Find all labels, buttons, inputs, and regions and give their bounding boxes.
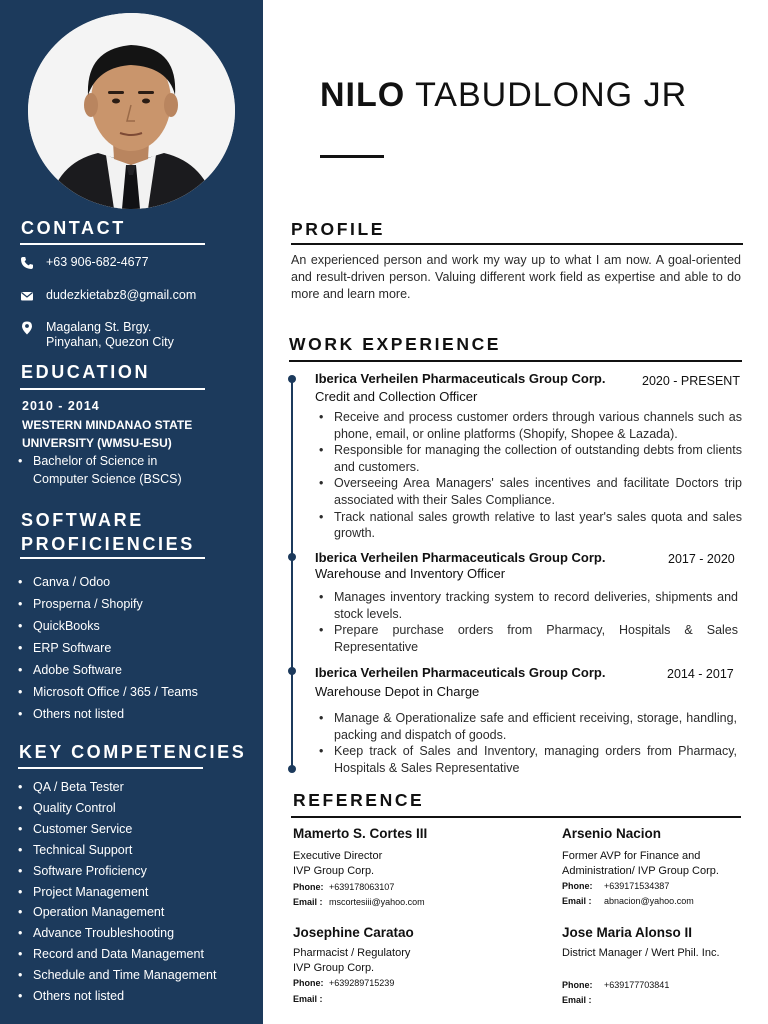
software-heading bbox=[21, 508, 195, 556]
software-divider bbox=[20, 557, 205, 559]
email-label: Email : bbox=[562, 896, 592, 906]
reference-email bbox=[293, 994, 329, 1004]
timeline-dot bbox=[288, 765, 296, 773]
job-title: Warehouse Depot in Charge bbox=[315, 684, 480, 699]
software-heading-line-2: PROFICIENCIES bbox=[21, 534, 195, 554]
list-item: • Manage & Operationalize safe and efficient receiving, storage, handling, packing and dispatch of goods. bbox=[315, 710, 737, 743]
timeline-dot bbox=[288, 667, 296, 675]
reference-email bbox=[562, 995, 604, 1005]
competencies-heading: KEY COMPETENCIES bbox=[19, 742, 247, 762]
list-item: • Manages inventory tracking system to record deliveries, shipments and stock levels. bbox=[315, 589, 738, 622]
reference-phone bbox=[562, 881, 669, 891]
email-value: mscortesiii@yahoo.com bbox=[329, 897, 425, 907]
list-item: • Quality Control bbox=[18, 798, 216, 819]
education-school: WESTERN MINDANAO STATE UNIVERSITY (WMSU-ESU) bbox=[22, 418, 193, 450]
job-title: Credit and Collection Officer bbox=[315, 389, 478, 404]
profile-divider bbox=[291, 243, 743, 245]
phone-label: Phone: bbox=[562, 881, 593, 891]
education-heading: EDUCATION bbox=[21, 362, 151, 382]
list-item: • Receive and process customer orders through various channels such as phone, email, or online platforms (Shopify, Shopee & Lazada). bbox=[315, 409, 742, 442]
list-item: • Canva / Odoo bbox=[18, 571, 198, 593]
job-dates: 2020 - PRESENT bbox=[642, 374, 740, 388]
list-item: • Adobe Software bbox=[18, 659, 198, 681]
list-item: • Customer Service bbox=[18, 819, 216, 840]
phone-label: Phone: bbox=[293, 978, 324, 988]
job-dates: 2017 - 2020 bbox=[668, 552, 735, 566]
page-title bbox=[320, 76, 687, 115]
reference-heading: REFERENCE bbox=[293, 790, 425, 810]
reference-org: IVP Group Corp. bbox=[293, 962, 375, 974]
phone-value: +639289715239 bbox=[329, 978, 395, 988]
last-name: TABUDLONG JR bbox=[415, 76, 688, 114]
reference-role: Executive Director bbox=[293, 850, 383, 862]
degree-line-1: Bachelor of Science in bbox=[33, 454, 158, 468]
reference-email bbox=[562, 896, 694, 906]
list-item: • QA / Beta Tester bbox=[18, 777, 216, 798]
reference-phone bbox=[562, 980, 669, 990]
reference-role: Pharmacist / Regulatory bbox=[293, 947, 411, 959]
list-item: • Keep track of Sales and Inventory, managing orders from Pharmacy, Hospitals & Sales Representative bbox=[315, 743, 737, 776]
phone-value: +639177703841 bbox=[604, 980, 670, 990]
reference-name: Josephine Caratao bbox=[293, 925, 414, 940]
email-label: Email : bbox=[293, 897, 323, 907]
email-value: abnacion@yahoo.com bbox=[604, 896, 694, 906]
contact-address bbox=[20, 320, 174, 350]
reference-org: Administration/ IVP Group Corp. bbox=[562, 865, 719, 877]
reference-name: Jose Maria Alonso II bbox=[562, 925, 693, 940]
phone-value: +639171534387 bbox=[604, 881, 670, 891]
list-item: • QuickBooks bbox=[18, 615, 198, 637]
contact-phone bbox=[20, 255, 149, 270]
job-company: Iberica Verheilen Pharmaceuticals Group Corp. bbox=[315, 665, 606, 680]
competencies-list bbox=[18, 777, 216, 1007]
software-list bbox=[18, 571, 198, 725]
list-item: • Operation Management bbox=[18, 902, 216, 923]
list-item: • Technical Support bbox=[18, 840, 216, 861]
list-item: • ERP Software bbox=[18, 637, 198, 659]
address-text bbox=[46, 320, 174, 350]
profile-photo bbox=[28, 13, 235, 209]
experience-heading: WORK EXPERIENCE bbox=[289, 334, 502, 354]
list-item: • Track national sales growth relative to last year's sales quota and sales growth. bbox=[315, 509, 742, 542]
email-label: Email : bbox=[562, 995, 592, 1005]
first-name: NILO bbox=[320, 76, 406, 114]
list-item: • Record and Data Management bbox=[18, 944, 216, 965]
email-label: Email : bbox=[293, 994, 323, 1004]
sidebar bbox=[0, 0, 263, 1024]
profile-heading: PROFILE bbox=[291, 219, 386, 239]
job-title: Warehouse and Inventory Officer bbox=[315, 566, 506, 581]
list-item: • Responsible for managing the collection of outstanding debts from clients and customers. bbox=[315, 442, 742, 475]
software-heading-line-1: SOFTWARE bbox=[21, 510, 144, 530]
reference-role: District Manager / Wert Phil. Inc. bbox=[562, 947, 720, 959]
job-company: Iberica Verheilen Pharmaceuticals Group Corp. bbox=[315, 550, 606, 565]
list-item: • Others not listed bbox=[18, 703, 198, 725]
reference-email bbox=[293, 897, 425, 907]
mail-icon bbox=[20, 289, 34, 303]
contact-heading: CONTACT bbox=[21, 218, 126, 238]
phone-icon bbox=[20, 256, 34, 270]
list-item: • Others not listed bbox=[18, 986, 216, 1007]
competencies-divider bbox=[18, 767, 203, 769]
phone-number[interactable]: +63 906-682-4677 bbox=[46, 255, 149, 269]
email-address[interactable]: dudezkietabz8@gmail.com bbox=[46, 288, 197, 302]
reference-role: Former AVP for Finance and bbox=[562, 850, 701, 862]
degree-line-2: Computer Science (BSCS) bbox=[33, 472, 182, 486]
degree-item bbox=[18, 452, 182, 488]
job-company: Iberica Verheilen Pharmaceuticals Group Corp. bbox=[315, 371, 606, 386]
job-bullets bbox=[315, 710, 737, 776]
education-divider bbox=[20, 388, 205, 390]
address-line-2: Pinyahan, Quezon City bbox=[46, 335, 174, 349]
name-underline bbox=[320, 155, 384, 158]
timeline-dot bbox=[288, 375, 296, 383]
timeline-line bbox=[291, 378, 293, 770]
reference-org: IVP Group Corp. bbox=[293, 865, 375, 877]
phone-label: Phone: bbox=[562, 980, 593, 990]
phone-label: Phone: bbox=[293, 882, 324, 892]
job-bullets bbox=[315, 409, 742, 542]
location-pin-icon bbox=[20, 321, 34, 335]
list-item: • Prosperna / Shopify bbox=[18, 593, 198, 615]
list-item: • Software Proficiency bbox=[18, 861, 216, 882]
education-years: 2010 - 2014 bbox=[22, 399, 100, 413]
phone-value: +639178063107 bbox=[329, 882, 395, 892]
reference-phone bbox=[293, 882, 394, 892]
education-degree bbox=[18, 452, 182, 488]
reference-phone bbox=[293, 978, 394, 988]
reference-name: Mamerto S. Cortes III bbox=[293, 826, 428, 841]
profile-text: An experienced person and work my way up to what I am now. A goal-oriented and result-driven person. Valuing different work field as expertise and able to do more and learn more. bbox=[291, 253, 741, 301]
list-item: • Schedule and Time Management bbox=[18, 965, 216, 986]
list-item: • Microsoft Office / 365 / Teams bbox=[18, 681, 198, 703]
address-line-1: Magalang St. Brgy. bbox=[46, 320, 152, 334]
job-bullets bbox=[315, 589, 738, 655]
list-item: • Prepare purchase orders from Pharmacy, Hospitals & Sales Representative bbox=[315, 622, 738, 655]
timeline-dot bbox=[288, 553, 296, 561]
list-item: • Advance Troubleshooting bbox=[18, 923, 216, 944]
list-item: • Project Management bbox=[18, 882, 216, 903]
contact-email bbox=[20, 288, 196, 303]
contact-divider bbox=[20, 243, 205, 245]
list-item: • Overseeing Area Managers' sales incentives and facilitate Doctors trip associated with their Sales Compliance. bbox=[315, 475, 742, 508]
job-dates: 2014 - 2017 bbox=[667, 667, 734, 681]
experience-divider bbox=[289, 360, 742, 362]
reference-name: Arsenio Nacion bbox=[562, 826, 662, 841]
reference-divider bbox=[291, 816, 741, 818]
